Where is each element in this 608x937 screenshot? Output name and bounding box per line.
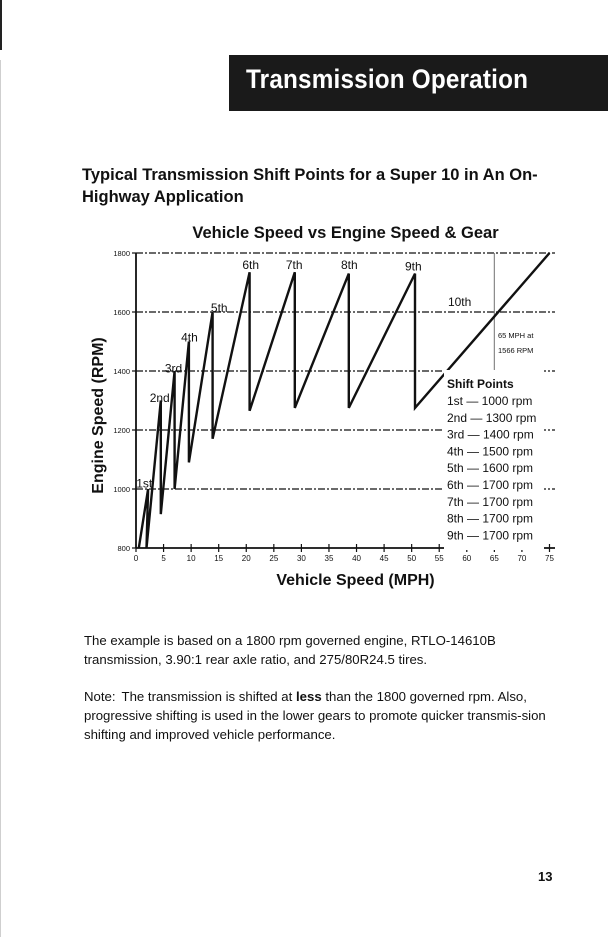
- gear-label: 3rd: [164, 361, 183, 376]
- section-title: Typical Transmission Shift Points for a Super 10 in An On-Highway Application: [82, 166, 538, 206]
- shift-point-item: 7th — 1700 rpm: [447, 494, 534, 509]
- gear-label: 8th: [341, 258, 358, 273]
- chart-title: Vehicle Speed vs Engine Speed & Gear: [192, 224, 499, 242]
- shift-point-item: 9th — 1700 rpm: [447, 528, 534, 543]
- y-tick-label: 1400: [113, 367, 130, 376]
- x-axis-label: Vehicle Speed (MPH): [276, 572, 435, 589]
- shift-point-item: 3rd — 1400 rpm: [447, 427, 534, 442]
- x-tick-label: 20: [241, 554, 251, 563]
- shift-point-item: 4th — 1500 rpm: [447, 444, 534, 459]
- gear-label: 7th: [285, 258, 303, 273]
- x-tick-label: 35: [324, 554, 334, 563]
- shift-point-chart: [80, 218, 570, 598]
- gear-label: 9th: [404, 259, 422, 274]
- example-paragraph: The example is based on a 1800 rpm governed engine, RTLO-14610B transmission, 3.90:1 rear axle ratio, and 275/80R24.5 tires.: [84, 633, 496, 667]
- shift-point-item: 8th — 1700 rpm: [447, 511, 534, 526]
- shift-point-item: 1st — 1000 rpm: [447, 394, 533, 408]
- x-tick-label: 50: [407, 554, 417, 563]
- note-paragraph: [84, 687, 564, 744]
- gear-label: 6th: [242, 258, 260, 273]
- y-tick-label: 1800: [113, 249, 130, 258]
- y-tick-label: 1000: [113, 485, 130, 494]
- shift-point-item: 2nd — 1300 rpm: [447, 410, 537, 425]
- x-tick-label: 0: [133, 554, 139, 563]
- y-tick-label: 800: [117, 544, 130, 553]
- gear-label: 2nd: [149, 390, 170, 405]
- marker-annotation-line1: 65 MPH at: [498, 331, 534, 340]
- x-tick-label: 75: [545, 554, 554, 563]
- note-label: Note:: [84, 689, 116, 704]
- page-edge-rule: [0, 0, 2, 50]
- header-banner: [229, 55, 608, 111]
- x-tick-label: 15: [214, 554, 224, 563]
- header-title: Transmission Operation: [246, 64, 529, 94]
- x-tick-label: 55: [434, 554, 444, 563]
- x-tick-label: 10: [186, 554, 196, 563]
- x-tick-label: 45: [379, 554, 389, 563]
- marker-annotation-line2: 1566 RPM: [498, 346, 534, 355]
- gear-label: 10th: [447, 295, 472, 310]
- note-text-before: The transmission is shifted at: [121, 689, 296, 704]
- x-tick-label: 40: [352, 554, 361, 563]
- y-tick-label: 1600: [113, 308, 130, 317]
- gear-label: 4th: [181, 330, 198, 345]
- x-tick-label: 30: [296, 554, 306, 563]
- y-axis-label: Engine Speed (RPM): [90, 337, 107, 494]
- note-text-after: than the 1800 governed rpm. Also, progressive shifting is used in the lower gears to promote quicker transmis-sion shifting and improved vehicle performance.: [84, 689, 546, 742]
- x-tick-label: 60: [462, 554, 472, 563]
- page-number: 13: [538, 869, 553, 884]
- x-tick-label: 70: [517, 554, 527, 563]
- x-tick-label: 25: [269, 554, 279, 563]
- page-edge-line: [0, 60, 1, 937]
- y-tick-label: 1200: [113, 426, 130, 435]
- x-tick-label: 5: [161, 554, 166, 563]
- note-emphasis: less: [295, 689, 322, 704]
- x-tick-label: 65: [489, 554, 499, 563]
- shift-point-item: 6th — 1700 rpm: [447, 478, 534, 492]
- gear-label: 1st: [136, 476, 153, 491]
- shift-points-heading: Shift Points: [447, 377, 514, 391]
- shift-point-item: 5th — 1600 rpm: [447, 461, 534, 476]
- gear-label: 5th: [210, 301, 228, 315]
